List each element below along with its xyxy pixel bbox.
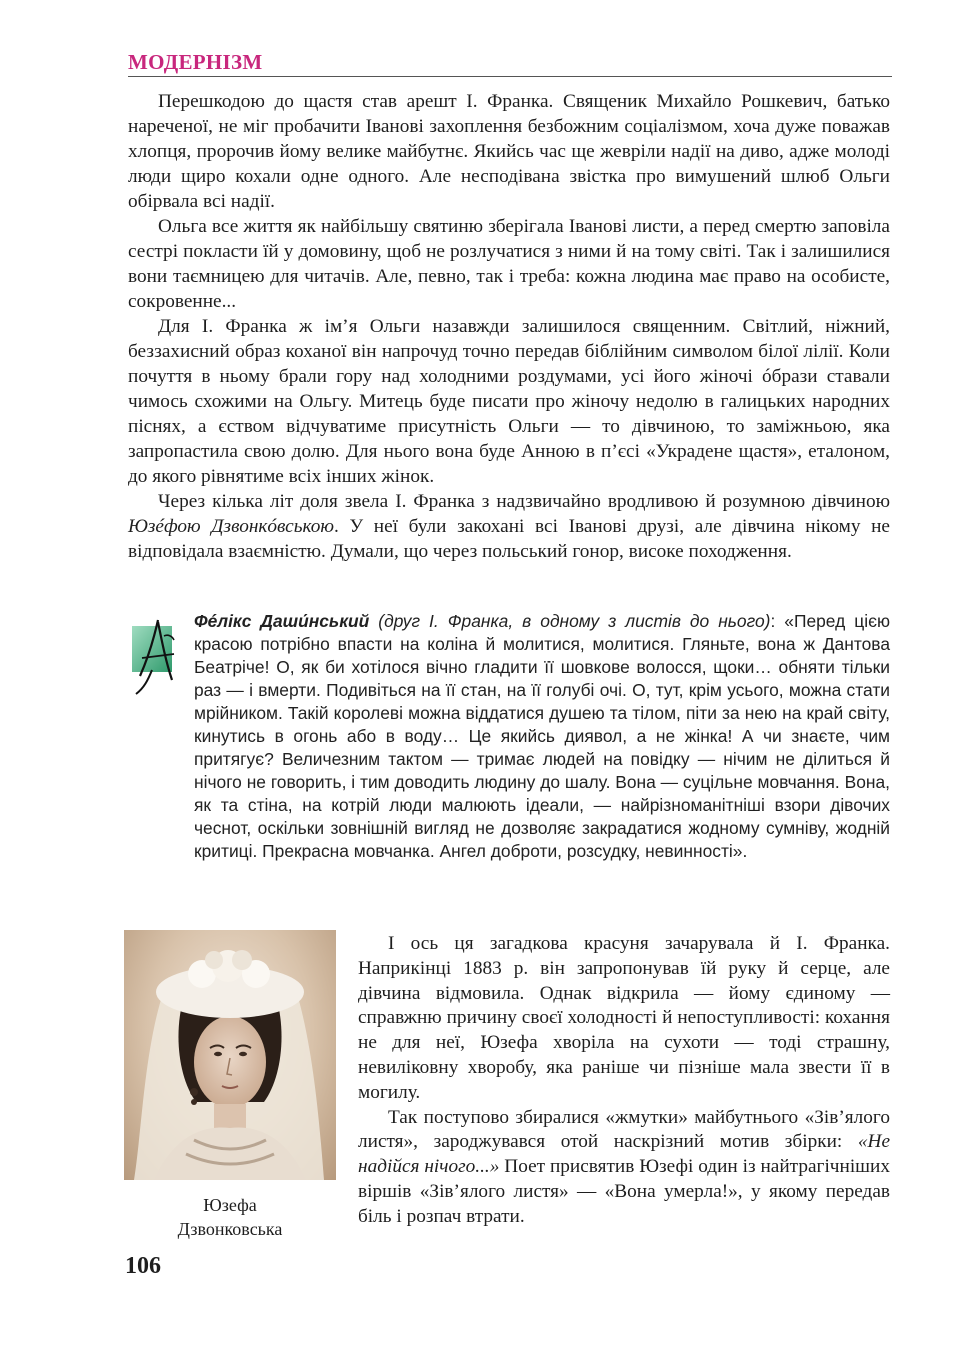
side-text	[358, 932, 890, 1230]
main-text	[128, 89, 890, 564]
section-title: МОДЕРНІЗМ	[128, 50, 263, 74]
paragraph: Для І. Франка ж ім’я Ольги назавжди залишилося священним. Світлий, ніжний, беззахисний образ коханої він напрочуд точно передав біблійним символом білої лілії. Коли почуття в ньому брали гору над холодними роздумами, усі його жіночі óбрази ставали чимось схожими на Ольгу. Митець буде писати про жіночу недолю в галицьких народних піснях, а єством відчуватиме присутність Ольги — то дівчиною, то заміжньою, яка запропастила свою долю. Для нього вона буде Анною в п’єсі «Украдене щастя», еталоном, до якого рівнятиме всіх інших жінок.	[128, 316, 890, 487]
quote-icon	[128, 618, 186, 696]
page-number: 106	[125, 1253, 161, 1279]
paragraph	[358, 1106, 890, 1230]
caption-line: Дзвонковська	[177, 1219, 283, 1239]
paragraph: Ольга все життя як найбільшу святиню зберігала Іванові листи, а перед смертю заповіла сестрі покласти їй у домовину, щоб не розлучатися з ними й на тому світі. Так і залишилися вони таємницею для читачів. Але, певно, так і треба: кожна людина має право на особисте, сокровенне...	[128, 216, 890, 312]
paragraph: Перешкодою до щастя став арешт І. Франка. Священик Михайло Рошкевич, батько нареченої, не міг пробачити Іванові захоплення безбожним соціалізмом, хоча дуже поважав хлопця, пророчив йому велике майбутнє. Якийсь час ще жевріли надії на диво, адже молоді люди щиро кохали одне одного. Але несподівана звістка про вимушений шлюб Ольги обірвала всі надії.	[128, 91, 890, 212]
portrait-caption	[124, 1193, 336, 1241]
quote-block	[128, 610, 892, 910]
portrait-drawing	[124, 930, 336, 1180]
quote-text	[194, 610, 890, 863]
paragraph: І ось ця загадкова красуня зачарувала й І. Франка. Наприкінці 1883 р. він запропонував їй руку й серце, але дівчина відмовила. Однак відкрила — йому єдиному — справжню причину своєї холодності й непоступливості: кохання не для неї, Юзефа хворіла на сухоти — тоді страшну, невиліковну хворобу, яка раніше чи пізніше мала звести її в могилу.	[358, 933, 890, 1103]
paragraph	[128, 489, 890, 564]
quote-body: : «Перед цією красою потрібно впасти на коліна й молитися, молитися. Гляньте, вона ж Дантова Беатріче! О, як би хотілося вічно гладити її шовкове волосся, щоки… обняти тільки раз — і вмерти. Подивіться на її стан, на її голубі очі. О, тут, крім усього, можна стати мрійником. Такій королеві можна віддатися душею та тілом, піти за нею на край світу, кинутись в огонь або в воду… Це якийсь диявол, а не жінка! А чи знаєте, чим притягує? Величезним тактом — тримає людей на повідку — нічим не ділиться й нічого не говорить, і тим доводить людину до шалу. Вона — суцільне мовчання. Вона, як та стіна, на котрій люди малюють ідеали, — найрізноманітніші взори дівочих чеснот, оскільки зовнішній вигляд не дозволяє закрадатися жодному сумніву, жодній критиці. Прекрасна мовчанка. Ангел доброти, розсудку, невинності».	[194, 611, 890, 861]
paragraph-text: Так поступово збиралися «жмутки» майбутнього «Зів’ялого листя», зароджувався отой наскрізний мотив збірки:	[358, 1106, 890, 1153]
quote-author: Фéлікс Даши́нський	[194, 611, 370, 631]
quote-note: (друг І. Франка, в одному з листів до нього)	[369, 611, 771, 631]
italic-quote: «Не надійся нічого...»	[358, 1131, 890, 1178]
portrait-image	[124, 930, 336, 1180]
paragraph-text: Через кілька літ доля звела І. Франка з надзвичайно вродливою й розумною дівчиною	[158, 491, 890, 512]
paragraph-text: . У неї були закохані всі Іванові друзі, але дівчина нікому не відповідала взаємністю. Думали, що через польський гонор, високе походження.	[128, 516, 890, 562]
paragraph-text: Поет присвятив Юзефі один із найтрагічніших віршів «Зів’ялого листя» — «Вона умерла!», у якому передав біль і розпач втрати.	[358, 1156, 890, 1227]
person-name: Юзéфою Дзвонкóвською	[128, 516, 335, 537]
caption-line: Юзефа	[203, 1195, 257, 1215]
page-header	[128, 48, 892, 77]
